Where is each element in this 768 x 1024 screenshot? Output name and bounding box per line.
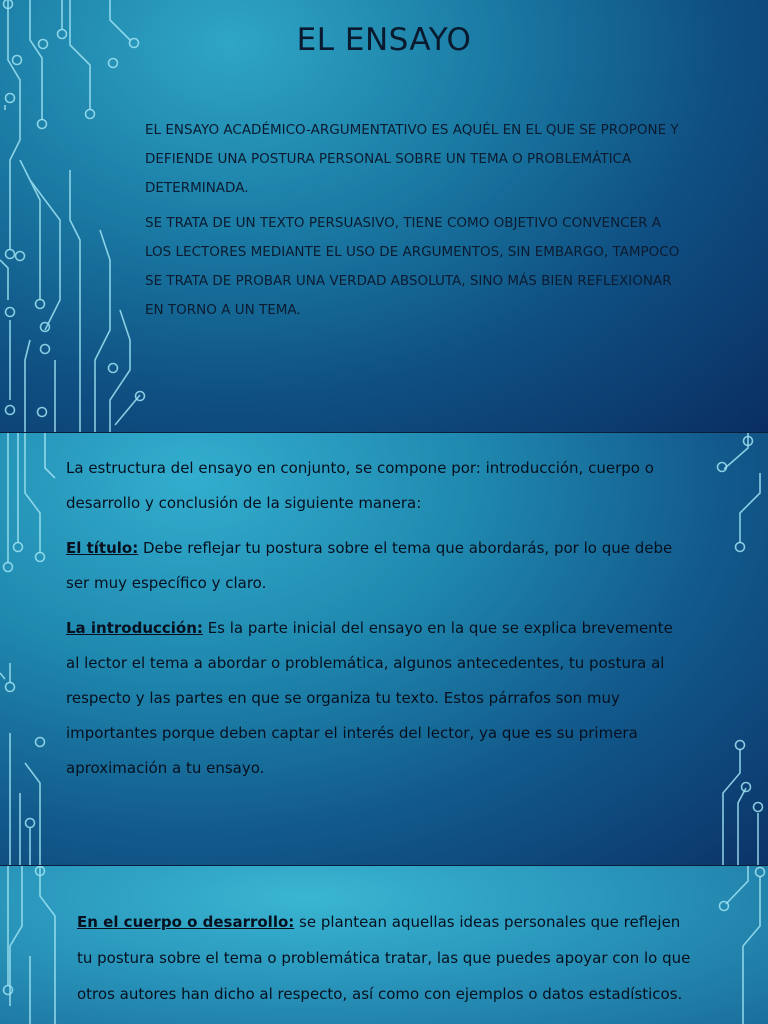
slide-title: EL ENSAYO — [296, 22, 472, 58]
circuit-decoration-icon — [0, 0, 160, 433]
title-description: Debe reflejar tu postura sobre el tema que abordarás, por lo que debe ser muy específico y claro. — [66, 539, 673, 592]
circuit-decoration-right-icon — [708, 866, 768, 1024]
slide-1-body — [145, 116, 685, 331]
title-section — [66, 531, 688, 601]
circuit-decoration-left-icon — [0, 433, 70, 866]
slide-2-body — [66, 451, 688, 796]
circuit-decoration-right-icon — [708, 433, 768, 866]
title-label: El título: — [66, 539, 139, 557]
persuasive-paragraph: SE TRATA DE UN TEXTO PERSUASIVO, TIENE COMO OBJETIVO CONVENCER A LOS LECTORES MEDIANTE EL USO DE ARGUMENTOS, SIN EMBARGO, TAMPOCO SE TRATA DE PROBAR UNA VERDAD ABSOLUTA, SINO MÁS BIEN REFLEXIONAR EN TORNO A UN TEMA. — [145, 215, 680, 318]
structure-intro: La estructura del ensayo en conjunto, se compone por: introducción, cuerpo o desarrollo y conclusión de la siguiente manera: — [66, 459, 654, 512]
slide-3 — [0, 866, 768, 1024]
slide-1 — [0, 0, 768, 433]
body-section — [77, 904, 697, 1012]
circuit-decoration-left-icon — [0, 866, 70, 1024]
slide-2 — [0, 433, 768, 866]
body-label: En el cuerpo o desarrollo: — [77, 913, 295, 931]
introduction-description: Es la parte inicial del ensayo en la que se explica brevemente al lector el tema a abordar o problemática, algunos antecedentes, tu postura al respecto y las partes en que se organiza tu texto. Estos párrafos son muy importantes porque deben captar el interés del lector, ya que es su primera aproximación a tu ensayo. — [66, 619, 673, 777]
introduction-label: La introducción: — [66, 619, 203, 637]
slide-3-body — [77, 904, 697, 1012]
definition-paragraph: EL ENSAYO ACADÉMICO-ARGUMENTATIVO ES AQUÉL EN EL QUE SE PROPONE Y DEFIENDE UNA POSTURA PERSONAL SOBRE UN TEMA O PROBLEMÁTICA DETERMINADA. — [145, 122, 679, 196]
body-description: se plantean aquellas ideas personales que reflejen tu postura sobre el tema o problemática tratar, las que puedes apoyar con lo que otros autores han dicho al respecto, así como con ejemplos o datos estadísticos. — [77, 913, 691, 1003]
introduction-section — [66, 611, 688, 786]
